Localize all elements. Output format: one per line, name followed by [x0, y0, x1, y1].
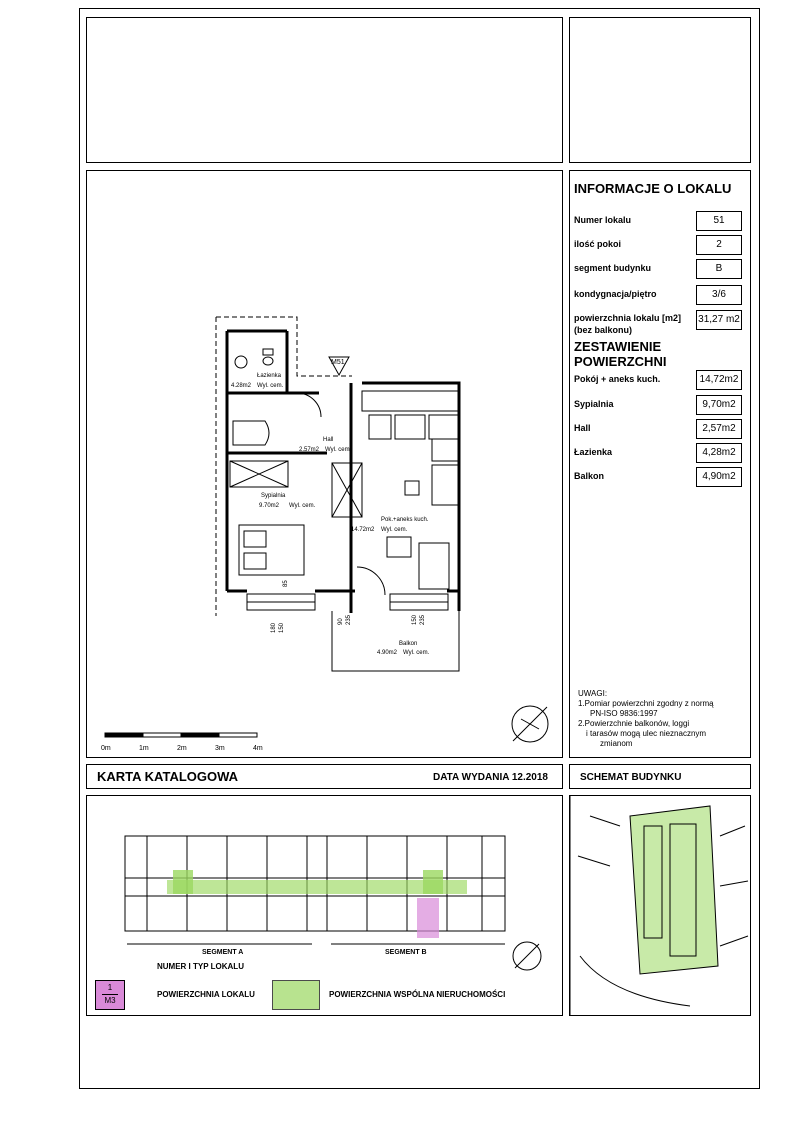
room-area-lazienka: 4.28m2: [231, 383, 252, 389]
area-label-bathroom: Łazienka: [574, 447, 613, 457]
info-label-segment: segment budynku: [574, 263, 652, 273]
notes-title: UWAGI:: [578, 689, 608, 698]
issue-date: DATA WYDANIA 12.2018: [432, 772, 548, 783]
notes-line-1: 1.Pomiar powierzchni zgodny z normą: [578, 699, 714, 708]
room-label-pokoj: Pok.+aneks kuch.: [381, 517, 429, 523]
area-value-bathroom: 4,28m2: [696, 443, 742, 463]
common-area-swatch: [272, 980, 320, 1010]
common-area-label: POWIERZCHNIA WSPÓLNA NIERUCHOMOŚCI: [329, 990, 506, 999]
area-value-balcony: 4,90m2: [696, 467, 742, 487]
area-value-living: 14,72m2: [696, 370, 742, 390]
dim-7: 85: [283, 580, 289, 587]
room-label-hall: Hall: [323, 437, 334, 443]
unit-badge-top: 1: [102, 982, 118, 995]
info-panel: [569, 170, 751, 758]
info-value-number: 51: [696, 211, 742, 231]
info-value-floor: 3/6: [696, 285, 742, 305]
site-panel: [569, 795, 751, 1016]
room-area-hall: 2.57m2: [299, 447, 320, 453]
segment-b-label: SEGMENT B: [385, 949, 427, 956]
areas-title: ZESTAWIENIE POWIERZCHNI: [574, 339, 667, 369]
dim-2: 150: [279, 622, 285, 633]
info-label-area-note: (bez balkonu): [574, 325, 632, 335]
unit-tag: M51: [331, 359, 345, 366]
info-label-floor: kondygnacja/piętro: [574, 289, 657, 299]
scale-4: 4m: [253, 745, 263, 752]
info-value-rooms: 2: [696, 235, 742, 255]
schema-title-bar: [569, 764, 751, 789]
notes-line-3: 2.Powierzchnie balkonów, loggi: [578, 719, 690, 728]
room-area-balkon: 4.90m2: [377, 650, 398, 656]
room-label-sypialnia: Sypialnia: [261, 493, 286, 499]
floor-plan-panel: [86, 170, 563, 758]
room-finish-hall: Wyl. cem.: [325, 447, 352, 453]
dim-4: 235: [346, 614, 352, 625]
info-label-area: powierzchnia lokalu [m2]: [574, 313, 682, 323]
header-right-box: [569, 17, 751, 163]
info-value-area: 31,27 m2: [696, 310, 742, 330]
room-area-sypialnia: 9.70m2: [259, 503, 280, 509]
room-finish-lazienka: Wyl. cem.: [257, 383, 284, 389]
building-panel: [86, 795, 563, 1016]
area-value-hall: 2,57m2: [696, 419, 742, 439]
area-label-balcony: Balkon: [574, 471, 605, 481]
dim-6: 235: [420, 614, 426, 625]
room-area-pokoj: 14.72m2: [351, 527, 375, 533]
notes-line-5: zmianom: [600, 739, 633, 748]
notes-line-4: i tarasów mogą ulec nieznacznym: [586, 729, 707, 738]
notes-line-2: PN-ISO 9836:1997: [590, 709, 658, 718]
room-finish-balkon: Wyl. cem.: [403, 650, 430, 656]
segment-a-label: SEGMENT A: [202, 949, 244, 956]
area-value-bedroom: 9,70m2: [696, 395, 742, 415]
room-finish-sypialnia: Wyl. cem.: [289, 503, 316, 509]
area-label-living: Pokój + aneks kuch.: [574, 374, 661, 384]
dim-1: 180: [271, 622, 277, 633]
header-left-box: [86, 17, 563, 163]
info-title: INFORMACJE O LOKALU: [574, 181, 732, 196]
floor-plan: [87, 171, 562, 757]
site-plan: [570, 796, 750, 1015]
scale-3: 3m: [215, 745, 225, 752]
card-title: KARTA KATALOGOWA: [97, 769, 239, 784]
card-title-bar: [86, 764, 563, 789]
info-label-number: Numer lokalu: [574, 215, 632, 225]
unit-badge-bottom: M3: [104, 996, 116, 1005]
scale-0: 0m: [101, 745, 111, 752]
unit-badge: [95, 980, 125, 1010]
area-label-bedroom: Sypialnia: [574, 399, 614, 409]
dim-3: 90: [338, 618, 344, 625]
notes-block: [578, 689, 748, 749]
building-plan: [87, 796, 562, 1015]
scale-2: 2m: [177, 745, 187, 752]
number-type-label: NUMER I TYP LOKALU: [157, 962, 244, 971]
info-value-segment: B: [696, 259, 742, 279]
room-finish-pokoj: Wyl. cem.: [381, 527, 408, 533]
room-label-lazienka: Łazienka: [257, 373, 282, 379]
schema-title: SCHEMAT BUDYNKU: [580, 772, 682, 783]
scale-1: 1m: [139, 745, 149, 752]
unit-area-label: POWIERZCHNIA LOKALU: [157, 990, 255, 999]
room-label-balkon: Balkon: [399, 641, 418, 647]
area-label-hall: Hall: [574, 423, 591, 433]
info-label-rooms: ilość pokoi: [574, 239, 622, 249]
dim-5: 150: [412, 614, 418, 625]
